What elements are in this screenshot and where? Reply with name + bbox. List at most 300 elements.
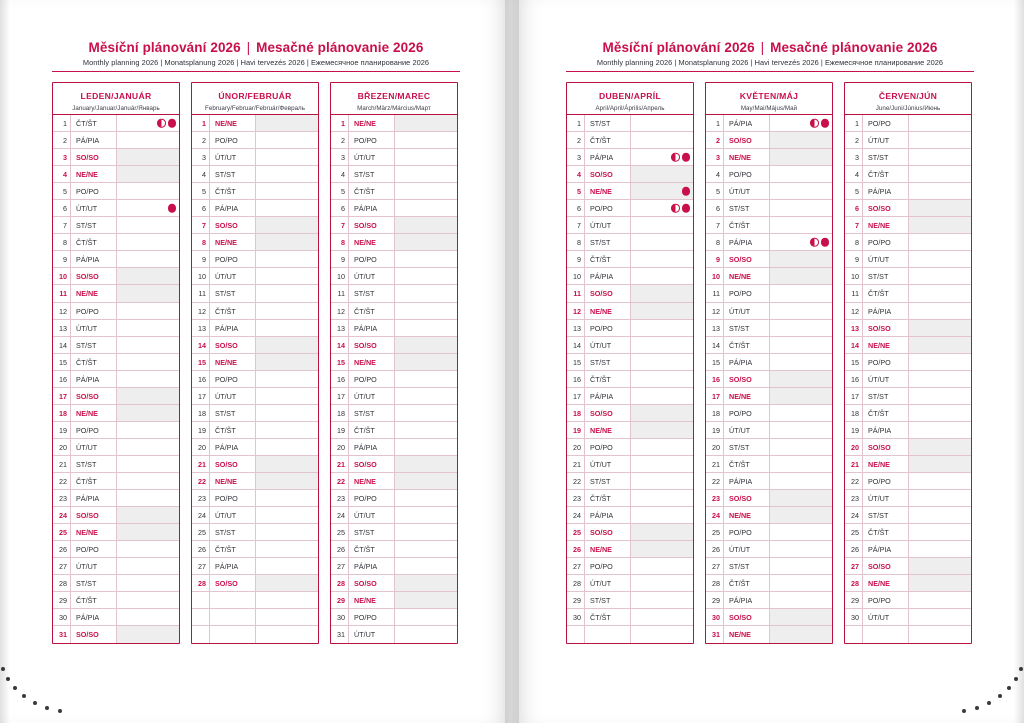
- day-row: [53, 439, 179, 456]
- day-note-field[interactable]: [909, 592, 971, 608]
- day-note-field[interactable]: [909, 115, 971, 131]
- day-note-field[interactable]: [256, 132, 318, 148]
- day-note-field[interactable]: [395, 132, 457, 148]
- day-note-field[interactable]: [256, 354, 318, 370]
- day-note-field[interactable]: [631, 456, 693, 472]
- day-note-field[interactable]: [395, 388, 457, 404]
- day-row: [567, 422, 693, 439]
- day-note-field[interactable]: [631, 337, 693, 353]
- day-note-field[interactable]: [256, 115, 318, 131]
- day-note-field[interactable]: [909, 524, 971, 540]
- day-note-field[interactable]: [117, 268, 179, 284]
- day-row: [192, 558, 318, 575]
- day-note-field[interactable]: [909, 422, 971, 438]
- day-note-field[interactable]: [909, 285, 971, 301]
- day-note-field[interactable]: [395, 541, 457, 557]
- day-note-field[interactable]: [631, 558, 693, 574]
- day-number: 10: [53, 268, 71, 284]
- day-note-field[interactable]: [256, 541, 318, 557]
- month-header: [53, 83, 179, 115]
- day-note-field[interactable]: [909, 320, 971, 336]
- day-name: ČT/ŠT: [210, 541, 256, 557]
- day-note-field[interactable]: [909, 200, 971, 216]
- day-note-field[interactable]: [395, 490, 457, 506]
- day-row: [845, 456, 971, 473]
- day-number: 8: [567, 234, 585, 250]
- day-name: PO/PO: [349, 371, 395, 387]
- day-note-field[interactable]: [395, 609, 457, 625]
- day-note-field[interactable]: [395, 166, 457, 182]
- day-note-field[interactable]: [909, 132, 971, 148]
- day-note-field[interactable]: [117, 439, 179, 455]
- day-number: 10: [192, 268, 210, 284]
- day-number: 7: [706, 217, 724, 233]
- day-note-field[interactable]: [909, 234, 971, 250]
- day-note-field[interactable]: [631, 524, 693, 540]
- day-note-field[interactable]: [117, 626, 179, 643]
- day-note-field[interactable]: [909, 456, 971, 472]
- day-note-field[interactable]: [117, 507, 179, 523]
- day-note-field[interactable]: [395, 626, 457, 643]
- day-row: [192, 320, 318, 337]
- day-row: [192, 405, 318, 422]
- day-number: 21: [845, 456, 863, 472]
- day-note-field[interactable]: [631, 217, 693, 233]
- day-note-field[interactable]: [256, 490, 318, 506]
- day-note-field[interactable]: [117, 183, 179, 199]
- day-note-field[interactable]: [395, 337, 457, 353]
- day-number: 30: [706, 609, 724, 625]
- day-note-field[interactable]: [909, 268, 971, 284]
- day-name: SO/SO: [71, 268, 117, 284]
- day-note-field[interactable]: [770, 388, 832, 404]
- day-note-field[interactable]: [117, 541, 179, 557]
- day-note-field[interactable]: [770, 354, 832, 370]
- day-note-field[interactable]: [117, 200, 179, 216]
- day-number: 25: [53, 524, 71, 540]
- day-note-field[interactable]: [256, 439, 318, 455]
- day-row: [192, 473, 318, 490]
- day-note-field[interactable]: [770, 422, 832, 438]
- month-name-translations: May/Mai/Május/Май: [740, 105, 798, 112]
- day-name: PO/PO: [724, 166, 770, 182]
- day-note-field[interactable]: [631, 609, 693, 625]
- day-note-field[interactable]: [631, 268, 693, 284]
- day-name: SO/SO: [71, 388, 117, 404]
- day-note-field[interactable]: [117, 405, 179, 421]
- day-note-field[interactable]: [395, 524, 457, 540]
- day-note-field[interactable]: [256, 422, 318, 438]
- day-note-field[interactable]: [631, 439, 693, 455]
- day-note-field[interactable]: [117, 115, 179, 131]
- day-row: [53, 388, 179, 405]
- day-note-field[interactable]: [770, 558, 832, 574]
- day-note-field[interactable]: [256, 337, 318, 353]
- day-number: 25: [331, 524, 349, 540]
- day-note-field[interactable]: [395, 251, 457, 267]
- day-row: [567, 473, 693, 490]
- day-note-field[interactable]: [770, 149, 832, 165]
- day-number: 18: [53, 405, 71, 421]
- day-name: PO/PO: [863, 592, 909, 608]
- day-note-field[interactable]: [256, 456, 318, 472]
- day-row: [192, 337, 318, 354]
- day-note-field[interactable]: [631, 388, 693, 404]
- day-number: 28: [706, 575, 724, 591]
- day-number: 11: [845, 285, 863, 301]
- day-note-field[interactable]: [256, 473, 318, 489]
- day-note-field[interactable]: [770, 507, 832, 523]
- day-name: ÚT/UT: [585, 217, 631, 233]
- day-note-field[interactable]: [909, 303, 971, 319]
- day-note-field[interactable]: [395, 149, 457, 165]
- day-name: NE/NE: [585, 183, 631, 199]
- page-title-cs-right: Měsíční plánování 2026: [602, 40, 755, 55]
- day-note-field[interactable]: [256, 609, 318, 625]
- day-row: [53, 166, 179, 183]
- day-note-field[interactable]: [770, 303, 832, 319]
- day-number: 13: [192, 320, 210, 336]
- day-note-field[interactable]: [770, 251, 832, 267]
- day-note-field[interactable]: [770, 268, 832, 284]
- day-note-field[interactable]: [117, 575, 179, 591]
- day-name: NE/NE: [585, 422, 631, 438]
- day-number: 6: [192, 200, 210, 216]
- day-note-field[interactable]: [631, 541, 693, 557]
- day-note-field[interactable]: [395, 592, 457, 608]
- day-note-field[interactable]: [256, 234, 318, 250]
- day-note-field[interactable]: [256, 592, 318, 608]
- day-note-field[interactable]: [631, 320, 693, 336]
- day-note-field[interactable]: [909, 337, 971, 353]
- day-name: ČT/ŠT: [210, 303, 256, 319]
- month-name: ČERVEN/JÚN: [878, 91, 938, 101]
- day-note-field[interactable]: [631, 166, 693, 182]
- day-note-field[interactable]: [770, 405, 832, 421]
- day-note-field[interactable]: [631, 354, 693, 370]
- day-note-field[interactable]: [909, 439, 971, 455]
- day-note-field[interactable]: [395, 371, 457, 387]
- day-row: [53, 626, 179, 643]
- day-row: [845, 405, 971, 422]
- day-note-field[interactable]: [395, 268, 457, 284]
- day-note-field[interactable]: [256, 575, 318, 591]
- day-note-field[interactable]: [117, 524, 179, 540]
- day-note-field[interactable]: [909, 371, 971, 387]
- day-number: 13: [845, 320, 863, 336]
- day-note-field[interactable]: [770, 592, 832, 608]
- day-row: [53, 320, 179, 337]
- day-note-field[interactable]: [256, 524, 318, 540]
- day-note-field[interactable]: [770, 132, 832, 148]
- day-row: [706, 234, 832, 251]
- day-row: [331, 405, 457, 422]
- day-note-field[interactable]: [631, 422, 693, 438]
- day-row: [53, 609, 179, 626]
- day-number: 30: [845, 609, 863, 625]
- day-note-field[interactable]: [770, 234, 832, 250]
- day-note-field[interactable]: [631, 149, 693, 165]
- day-note-field[interactable]: [909, 251, 971, 267]
- day-note-field[interactable]: [395, 320, 457, 336]
- day-note-field[interactable]: [770, 541, 832, 557]
- day-note-field[interactable]: [395, 575, 457, 591]
- day-note-field[interactable]: [631, 200, 693, 216]
- day-number: 11: [53, 285, 71, 301]
- day-note-field[interactable]: [770, 473, 832, 489]
- day-note-field[interactable]: [256, 558, 318, 574]
- day-note-field[interactable]: [395, 200, 457, 216]
- day-note-field[interactable]: [909, 575, 971, 591]
- day-note-field[interactable]: [117, 371, 179, 387]
- day-number: 8: [845, 234, 863, 250]
- day-note-field[interactable]: [909, 626, 971, 643]
- day-number: 26: [567, 541, 585, 557]
- day-row: [53, 507, 179, 524]
- day-note-field[interactable]: [909, 507, 971, 523]
- day-note-field[interactable]: [117, 354, 179, 370]
- day-note-field[interactable]: [395, 439, 457, 455]
- day-note-field[interactable]: [909, 473, 971, 489]
- day-number: 2: [706, 132, 724, 148]
- day-note-field[interactable]: [770, 439, 832, 455]
- day-row: [706, 439, 832, 456]
- day-number: 14: [706, 337, 724, 353]
- day-number: 18: [192, 405, 210, 421]
- day-note-field[interactable]: [770, 115, 832, 131]
- day-note-field[interactable]: [256, 166, 318, 182]
- day-number: 25: [567, 524, 585, 540]
- day-note-field[interactable]: [395, 405, 457, 421]
- day-note-field[interactable]: [770, 183, 832, 199]
- day-note-field[interactable]: [395, 217, 457, 233]
- day-row: [331, 507, 457, 524]
- day-note-field[interactable]: [117, 320, 179, 336]
- day-row-empty: [845, 626, 971, 643]
- day-number: 2: [53, 132, 71, 148]
- day-row: [331, 439, 457, 456]
- day-note-field[interactable]: [909, 149, 971, 165]
- day-row: [567, 575, 693, 592]
- day-note-field[interactable]: [117, 490, 179, 506]
- day-number: 21: [331, 456, 349, 472]
- day-note-field[interactable]: [256, 507, 318, 523]
- day-note-field[interactable]: [631, 132, 693, 148]
- day-name: ST/ST: [724, 558, 770, 574]
- day-number: 24: [845, 507, 863, 523]
- day-name: PO/PO: [585, 558, 631, 574]
- day-name: SO/SO: [585, 166, 631, 182]
- day-note-field[interactable]: [631, 575, 693, 591]
- day-note-field[interactable]: [395, 507, 457, 523]
- day-note-field[interactable]: [909, 541, 971, 557]
- day-name: PO/PO: [349, 132, 395, 148]
- day-number: 27: [192, 558, 210, 574]
- day-note-field[interactable]: [631, 303, 693, 319]
- day-name: NE/NE: [349, 115, 395, 131]
- day-note-field[interactable]: [395, 422, 457, 438]
- day-number: 20: [331, 439, 349, 455]
- day-note-field[interactable]: [770, 609, 832, 625]
- day-note-field[interactable]: [117, 166, 179, 182]
- day-note-field[interactable]: [909, 405, 971, 421]
- day-note-field[interactable]: [256, 217, 318, 233]
- day-number: 5: [192, 183, 210, 199]
- day-number: 28: [567, 575, 585, 591]
- day-note-field[interactable]: [631, 183, 693, 199]
- day-note-field[interactable]: [770, 166, 832, 182]
- day-note-field[interactable]: [256, 371, 318, 387]
- month-name-translations: February/Februar/Február/Февраль: [205, 105, 305, 112]
- day-number: 30: [567, 609, 585, 625]
- day-note-field[interactable]: [770, 200, 832, 216]
- day-note-field[interactable]: [256, 200, 318, 216]
- day-name: PÁ/PIA: [585, 507, 631, 523]
- day-note-field[interactable]: [117, 234, 179, 250]
- day-row: [567, 337, 693, 354]
- day-note-field[interactable]: [395, 234, 457, 250]
- page-title-right: [566, 40, 974, 55]
- day-note-field[interactable]: [631, 115, 693, 131]
- moon-phase-icons: [168, 204, 177, 213]
- day-note-field[interactable]: [631, 507, 693, 523]
- day-note-field[interactable]: [117, 149, 179, 165]
- day-note-field[interactable]: [117, 388, 179, 404]
- day-name: PÁ/PIA: [349, 558, 395, 574]
- day-note-field[interactable]: [909, 183, 971, 199]
- day-row: [567, 371, 693, 388]
- day-note-field[interactable]: [395, 473, 457, 489]
- day-note-field[interactable]: [395, 183, 457, 199]
- day-note-field[interactable]: [631, 371, 693, 387]
- day-number: 9: [845, 251, 863, 267]
- day-note-field[interactable]: [770, 371, 832, 387]
- day-number: 2: [192, 132, 210, 148]
- day-name: SO/SO: [585, 285, 631, 301]
- day-note-field[interactable]: [631, 626, 693, 643]
- day-note-field[interactable]: [256, 149, 318, 165]
- day-note-field[interactable]: [770, 217, 832, 233]
- day-row: [567, 388, 693, 405]
- day-row: [192, 183, 318, 200]
- day-note-field[interactable]: [117, 473, 179, 489]
- day-name: SO/SO: [71, 149, 117, 165]
- day-row: [845, 132, 971, 149]
- day-note-field[interactable]: [395, 456, 457, 472]
- day-row: [53, 473, 179, 490]
- day-note-field[interactable]: [631, 285, 693, 301]
- day-note-field[interactable]: [117, 609, 179, 625]
- day-note-field[interactable]: [770, 575, 832, 591]
- day-name: NE/NE: [585, 541, 631, 557]
- day-note-field[interactable]: [631, 473, 693, 489]
- day-note-field[interactable]: [770, 626, 832, 643]
- day-note-field[interactable]: [117, 592, 179, 608]
- day-note-field[interactable]: [256, 285, 318, 301]
- day-number: 28: [192, 575, 210, 591]
- month-header: [192, 83, 318, 115]
- day-note-field[interactable]: [256, 303, 318, 319]
- day-note-field[interactable]: [395, 115, 457, 131]
- day-note-field[interactable]: [770, 490, 832, 506]
- day-name: PO/PO: [71, 541, 117, 557]
- day-number: 29: [567, 592, 585, 608]
- day-note-field[interactable]: [256, 183, 318, 199]
- day-note-field[interactable]: [909, 166, 971, 182]
- day-note-field[interactable]: [909, 490, 971, 506]
- day-note-field[interactable]: [256, 251, 318, 267]
- day-number: 3: [567, 149, 585, 165]
- day-note-field[interactable]: [395, 558, 457, 574]
- day-note-field[interactable]: [256, 626, 318, 643]
- day-number: 29: [845, 592, 863, 608]
- day-note-field[interactable]: [117, 422, 179, 438]
- day-note-field[interactable]: [395, 303, 457, 319]
- day-note-field[interactable]: [909, 558, 971, 574]
- day-row: [53, 541, 179, 558]
- day-note-field[interactable]: [117, 558, 179, 574]
- day-note-field[interactable]: [631, 251, 693, 267]
- day-number: 21: [706, 456, 724, 472]
- day-note-field[interactable]: [770, 320, 832, 336]
- day-note-field[interactable]: [117, 132, 179, 148]
- day-note-field[interactable]: [256, 405, 318, 421]
- day-note-field[interactable]: [256, 388, 318, 404]
- day-row: [567, 234, 693, 251]
- day-row: [706, 575, 832, 592]
- day-note-field[interactable]: [117, 337, 179, 353]
- day-note-field[interactable]: [770, 285, 832, 301]
- moon-phase-icons: [810, 238, 829, 247]
- day-number: 16: [331, 371, 349, 387]
- day-number: 12: [706, 303, 724, 319]
- day-note-field[interactable]: [117, 251, 179, 267]
- day-note-field[interactable]: [395, 285, 457, 301]
- day-note-field[interactable]: [909, 609, 971, 625]
- day-note-field[interactable]: [256, 268, 318, 284]
- day-number: 14: [845, 337, 863, 353]
- day-row: [192, 132, 318, 149]
- day-note-field[interactable]: [631, 490, 693, 506]
- day-note-field[interactable]: [909, 354, 971, 370]
- day-name: PO/PO: [724, 285, 770, 301]
- day-note-field[interactable]: [631, 234, 693, 250]
- day-note-field[interactable]: [770, 456, 832, 472]
- month-block: [330, 82, 458, 644]
- day-row: [53, 524, 179, 541]
- day-note-field[interactable]: [117, 303, 179, 319]
- day-note-field[interactable]: [395, 354, 457, 370]
- day-note-field[interactable]: [909, 388, 971, 404]
- day-name: NE/NE: [585, 303, 631, 319]
- day-number: 18: [567, 405, 585, 421]
- day-row: [53, 183, 179, 200]
- day-name: ST/ST: [349, 166, 395, 182]
- day-note-field[interactable]: [770, 337, 832, 353]
- day-number: 17: [845, 388, 863, 404]
- day-row: [331, 592, 457, 609]
- day-note-field[interactable]: [256, 320, 318, 336]
- day-note-field[interactable]: [117, 285, 179, 301]
- day-note-field[interactable]: [631, 592, 693, 608]
- day-note-field[interactable]: [117, 456, 179, 472]
- day-note-field[interactable]: [909, 217, 971, 233]
- day-row: [331, 320, 457, 337]
- day-note-field[interactable]: [631, 405, 693, 421]
- moon-new-icon: [168, 204, 177, 213]
- day-note-field[interactable]: [117, 217, 179, 233]
- day-note-field[interactable]: [770, 524, 832, 540]
